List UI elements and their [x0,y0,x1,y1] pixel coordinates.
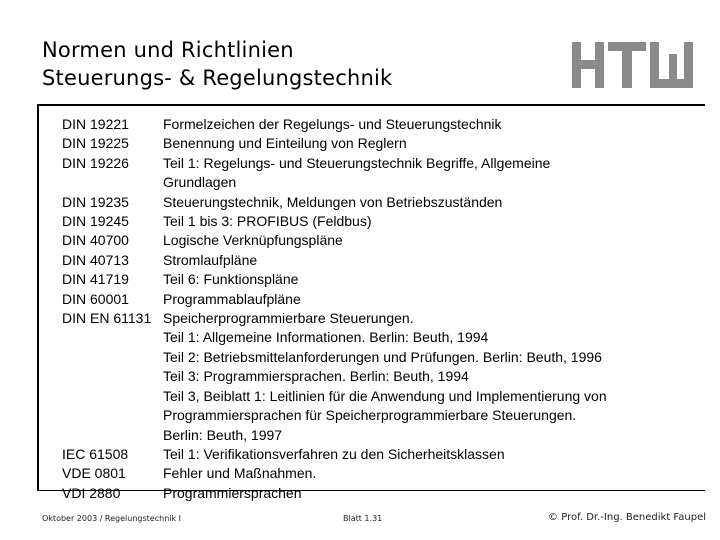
title-line-2: Steuerungs- & Regelungstechnik [42,66,393,90]
norm-description [163,134,692,153]
norm-row [62,212,692,231]
norm-description-line: Programmiersprachen für Speicherprogrammierbare Steuerungen. [163,407,577,424]
norm-description-line: Teil 3, Beiblatt 1: Leitlinien für die Anwendung und Implementierung von [163,387,607,404]
norm-row [62,309,692,445]
norm-description [163,445,692,464]
footer-copyright: © Prof. Dr.-Ing. Benedikt Faupel [548,512,706,523]
norm-row [62,193,692,212]
norm-code: DIN 40713 [62,251,129,268]
norm-description-line: Speicherprogrammierbare Steuerungen. [163,310,414,327]
norm-row [62,464,692,483]
norm-description-line: Berlin: Beuth, 1997 [163,426,283,443]
norm-row [62,154,692,193]
norm-code: VDI 2880 [62,484,121,501]
norm-description-line: Fehler und Maßnahmen. [163,465,317,482]
norm-description-line: Teil 1: Allgemeine Informationen. Berlin: Beuth, 1994 [163,329,489,346]
norm-code: VDE 0801 [62,465,126,482]
footer-page-number: Blatt 1.31 [343,514,383,523]
norms-table [62,115,692,503]
norm-description [163,193,692,212]
norm-code: DIN 41719 [62,271,129,288]
norm-description-line: Programmablaufpläne [163,290,301,307]
norm-description [163,270,692,289]
top-divider [37,104,705,106]
norm-row [62,484,692,503]
norm-description [163,154,692,193]
norm-code: DIN 19226 [62,154,129,171]
norm-description-line: Teil 6: Funktionspläne [163,271,299,288]
norm-code: DIN 19221 [62,116,129,132]
norm-row [62,231,692,250]
norm-code: DIN 60001 [62,290,129,307]
norm-code: IEC 61508 [62,445,129,462]
norm-description-line: Teil 1 bis 3: PROFIBUS (Feldbus) [163,213,372,230]
slide-title [42,36,392,92]
left-border [37,104,39,490]
norm-description-line: Teil 2: Betriebsmittelanforderungen und Prüfungen. Berlin: Beuth, 1996 [163,348,602,365]
norm-description-line: Teil 1: Verifikationsverfahren zu den Sicherheitsklassen [163,445,505,462]
norm-description [163,251,692,270]
norm-description [163,309,692,445]
norm-description-line: Grundlagen [163,174,237,191]
norm-code: DIN EN 61131 [62,310,152,327]
norm-description-line: Teil 1: Regelungs- und Steuerungstechnik Begriffe, Allgemeine [163,154,551,171]
norm-code: DIN 19235 [62,193,129,210]
norm-description [163,231,692,250]
norm-description [163,212,692,231]
norm-description [163,290,692,309]
norm-code: DIN 19225 [62,135,129,152]
footer-date-course: Oktober 2003 / Regelungstechnik I [42,514,182,523]
norm-description-line: Logische Verknüpfungspläne [163,232,343,249]
norm-row [62,290,692,309]
norm-description [163,464,692,483]
norm-description-line: Programmiersprachen [163,484,302,501]
norm-code: DIN 40700 [62,232,129,249]
title-line-1: Normen und Richtlinien [42,38,294,62]
norm-description [163,484,692,503]
norm-code: DIN 19245 [62,213,129,230]
norm-description-line: Steuerungstechnik, Meldungen von Betriebszuständen [163,193,503,210]
norm-row [62,251,692,270]
norm-description [163,115,692,134]
norm-row [62,134,692,153]
norm-description-line: Teil 3: Programmiersprachen. Berlin: Beuth, 1994 [163,368,469,385]
norm-description-line: Stromlaufpläne [163,251,258,268]
htw-logo [570,40,695,90]
norm-row [62,445,692,464]
norm-description-line: Benennung und Einteilung von Reglern [163,135,407,152]
norm-row [62,115,692,134]
norm-description-line: Formelzeichen der Regelungs- und Steuerungstechnik [163,116,502,132]
norm-row [62,270,692,289]
